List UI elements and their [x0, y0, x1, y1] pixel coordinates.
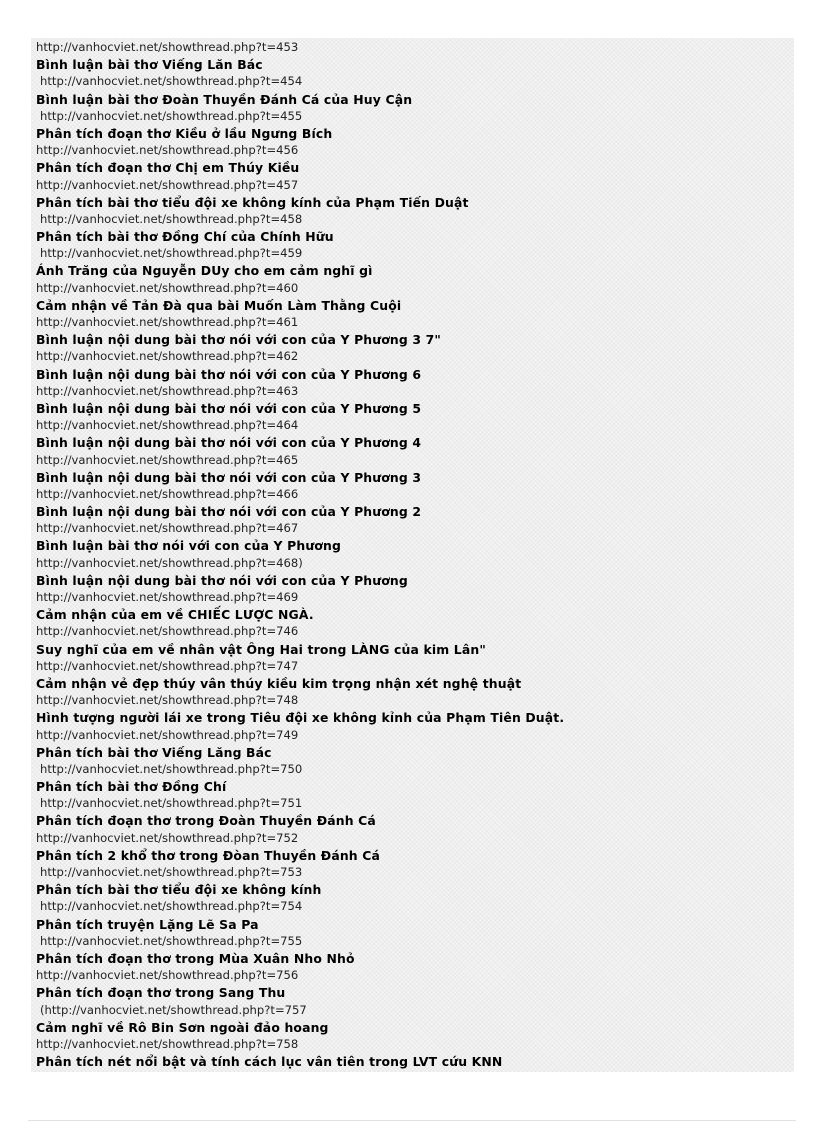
- thread-link[interactable]: http://vanhocviet.net/showthread.php?t=464: [36, 418, 299, 433]
- thread-title: Phân tích đoạn thơ Chị em Thúy Kiều: [36, 160, 300, 176]
- thread-link[interactable]: http://vanhocviet.net/showthread.php?t=751: [40, 796, 303, 811]
- thread-title: Bình luận nội dung bài thơ nói với con của Y Phương 3 7": [36, 332, 441, 348]
- page-divider: [28, 1120, 796, 1121]
- thread-link[interactable]: http://vanhocviet.net/showthread.php?t=750: [40, 761, 303, 776]
- thread-title: Phân tích bài thơ tiểu đội xe không kính: [36, 882, 322, 898]
- thread-title: Cảm nghĩ về Rô Bin Sơn ngoài đảo hoang: [36, 1019, 329, 1035]
- thread-title: Bình luận nội dung bài thơ nói với con của Y Phương: [36, 572, 408, 588]
- thread-link[interactable]: http://vanhocviet.net/showthread.php?t=467: [36, 521, 299, 536]
- thread-link[interactable]: http://vanhocviet.net/showthread.php?t=758: [36, 1036, 299, 1051]
- thread-title: Cảm nhận về Tản Đà qua bài Muốn Làm Thằng Cuội: [36, 297, 402, 313]
- thread-link[interactable]: http://vanhocviet.net/showthread.php?t=466: [36, 486, 299, 501]
- thread-title: Hình tượng người lái xe trong Tiêu đội xe không kỉnh của Phạm Tiên Duật.: [36, 710, 565, 726]
- thread-title: Bình luận nội dung bài thơ nói với con của Y Phương 2: [36, 504, 422, 520]
- thread-link[interactable]: http://vanhocviet.net/showthread.php?t=454: [40, 74, 303, 89]
- thread-title: Phân tích bài thơ Viếng Lăng Bác: [36, 744, 272, 760]
- thread-title: Phân tích truyện Lặng Lẽ Sa Pa: [36, 916, 259, 932]
- thread-title: Bình luận nội dung bài thơ nói với con của Y Phương 5: [36, 400, 422, 416]
- thread-title: Bình luận bài thơ nói với con của Y Phương: [36, 538, 341, 554]
- thread-link[interactable]: http://vanhocviet.net/showthread.php?t=453: [36, 40, 299, 54]
- thread-title: Cảm nhận của em về CHIẾC LƯỢC NGÀ.: [36, 607, 314, 623]
- thread-link[interactable]: http://vanhocviet.net/showthread.php?t=755: [40, 933, 303, 948]
- thread-link[interactable]: http://vanhocviet.net/showthread.php?t=756: [36, 968, 299, 983]
- thread-title: Bình luận nội dung bài thơ nói với con của Y Phương 6: [36, 366, 422, 382]
- thread-link[interactable]: http://vanhocviet.net/showthread.php?t=460: [36, 280, 299, 295]
- thread-title: Cảm nhận vẻ đẹp thúy vân thúy kiều kim trọng nhận xét nghệ thuật: [36, 675, 522, 691]
- thread-link[interactable]: http://vanhocviet.net/showthread.php?t=456: [36, 143, 299, 158]
- link-list: [36, 39, 564, 1070]
- thread-link[interactable]: http://vanhocviet.net/showthread.php?t=753: [40, 865, 303, 879]
- thread-title: Phân tích nét nổi bật và tính cách lục vân tiên trong LVT cứu KNN: [36, 1054, 503, 1070]
- thread-title: Bình luận nội dung bài thơ nói với con của Y Phương 4: [36, 435, 422, 451]
- thread-title: Bình luận nội dung bài thơ nói với con của Y Phương 3: [36, 469, 422, 485]
- thread-link[interactable]: http://vanhocviet.net/showthread.php?t=747: [36, 658, 299, 673]
- thread-link[interactable]: http://vanhocviet.net/showthread.php?t=469: [36, 590, 299, 604]
- thread-title: Phân tích bài thơ Đồng Chí của Chính Hữu: [36, 229, 334, 245]
- thread-title: Phân tích bài thơ Đồng Chí: [36, 779, 227, 795]
- thread-link[interactable]: http://vanhocviet.net/showthread.php?t=462: [36, 349, 299, 364]
- thread-link[interactable]: http://vanhocviet.net/showthread.php?t=752: [36, 830, 299, 845]
- thread-link[interactable]: http://vanhocviet.net/showthread.php?t=749: [36, 727, 299, 742]
- thread-link[interactable]: http://vanhocviet.net/showthread.php?t=463: [36, 383, 299, 398]
- thread-title: Ánh Trăng của Nguyễn DUy cho em cảm nghĩ gì: [36, 263, 373, 279]
- thread-link[interactable]: http://vanhocviet.net/showthread.php?t=754: [40, 899, 303, 914]
- thread-title: Phân tích đoạn thơ Kiều ở lầu Ngưng Bích: [36, 125, 333, 141]
- thread-title: Phân tích 2 khổ thơ trong Đòan Thuyền Đánh Cá: [36, 847, 380, 863]
- thread-link[interactable]: http://vanhocviet.net/showthread.php?t=746: [36, 624, 299, 639]
- thread-link[interactable]: http://vanhocviet.net/showthread.php?t=455: [40, 108, 303, 123]
- thread-title: Bình luận bài thơ Đoàn Thuyền Đánh Cá của Huy Cận: [36, 91, 413, 107]
- thread-title: Phân tích đoạn thơ trong Sang Thu: [36, 985, 286, 1001]
- thread-title: Phân tích bài thơ tiểu đội xe không kính của Phạm Tiến Duật: [36, 194, 469, 210]
- thread-title: Phân tích đoạn thơ trong Mùa Xuân Nho Nhỏ: [36, 950, 355, 966]
- thread-link[interactable]: http://vanhocviet.net/showthread.php?t=457: [36, 177, 299, 192]
- thread-link[interactable]: (http://vanhocviet.net/showthread.php?t=757: [40, 1002, 307, 1017]
- thread-title: Suy nghĩ của em về nhân vật Ông Hai trong LÀNG của kim Lân": [36, 641, 486, 657]
- thread-link[interactable]: http://vanhocviet.net/showthread.php?t=465: [36, 452, 299, 467]
- thread-link[interactable]: http://vanhocviet.net/showthread.php?t=748: [36, 693, 299, 708]
- thread-link[interactable]: http://vanhocviet.net/showthread.php?t=459: [40, 246, 303, 261]
- thread-link[interactable]: http://vanhocviet.net/showthread.php?t=461: [36, 315, 299, 329]
- thread-link[interactable]: http://vanhocviet.net/showthread.php?t=458: [40, 211, 303, 226]
- thread-link[interactable]: http://vanhocviet.net/showthread.php?t=468): [36, 555, 303, 570]
- thread-title: Phân tích đoạn thơ trong Đoàn Thuyền Đánh Cá: [36, 813, 376, 829]
- thread-title: Bình luận bài thơ Viếng Lăn Bác: [36, 57, 263, 73]
